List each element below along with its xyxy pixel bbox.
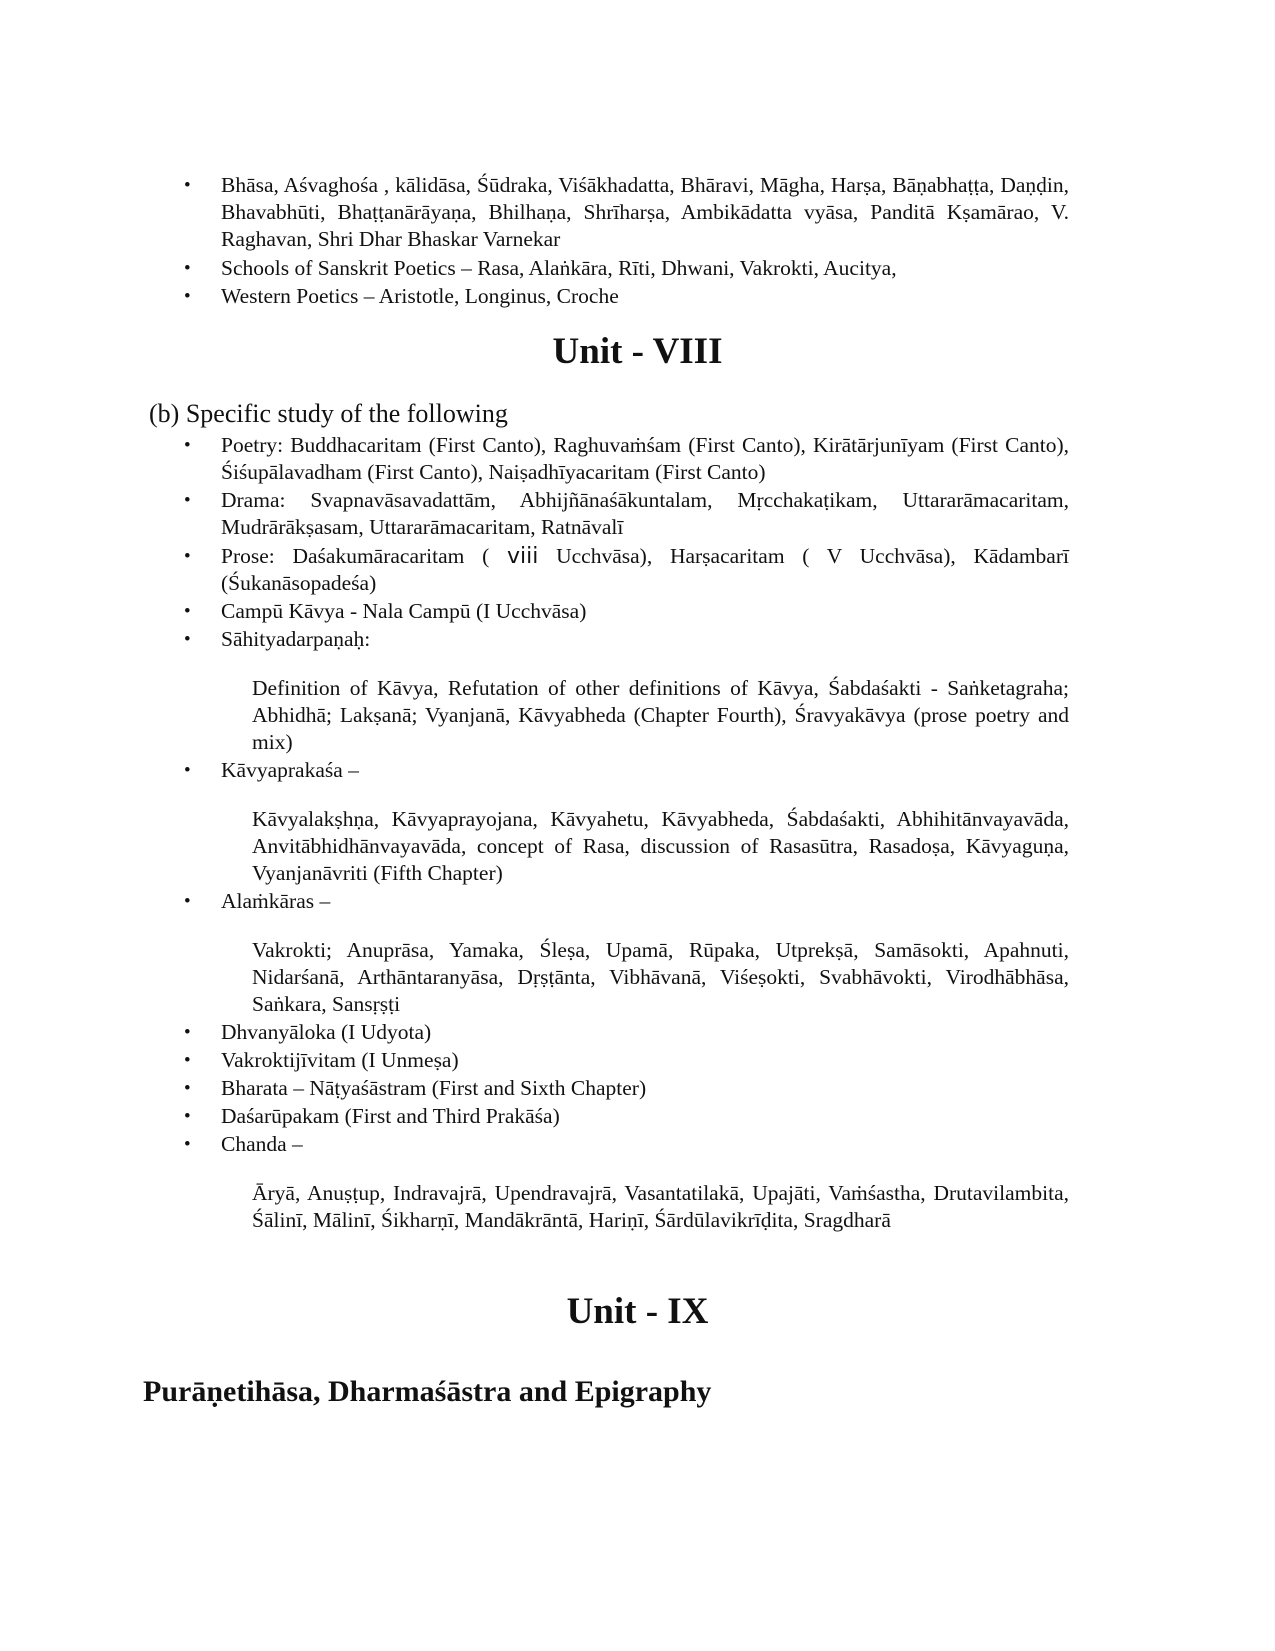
- list-item: [184, 626, 1069, 756]
- list-item: • Schools of Sanskrit Poetics – Rasa, Alaṅkāra, Rīti, Dhwani, Vakrokti, Aucitya,: [184, 255, 1069, 282]
- list-item-detail: Āryā, Anuṣṭup, Indravajrā, Upendravajrā, Vasantatilakā, Upajāti, Vaṁśastha, Drutavilambita, Śālinī, Mālinī, Śikharṇī, Mandākrāntā, Hariṇī, Śārdūlavikrīḍita, Sragdharā: [252, 1181, 1069, 1232]
- list-item: • Bhāsa, Aśvaghośa , kālidāsa, Śūdraka, Viśākhadatta, Bhāravi, Māgha, Harṣa, Bāṇabhaṭṭa, Daṇḍin, Bhavabhūti, Bhaṭṭanārāyaṇa, Bhilhaṇa, Shrīharṣa, Ambikādatta vyāsa, Panditā Kṣamārao, V. Raghavan, Shri Dhar Bhaskar Varnekar: [184, 172, 1069, 253]
- list-item: [184, 543, 1069, 597]
- unit-ix-heading: Unit - IX: [566, 1291, 709, 1332]
- list-item: [184, 1131, 1069, 1234]
- list-item: • Drama: Svapnavāsavadattām, Abhijñānaśākuntalam, Mṛcchakaṭikam, Uttararāmacaritam, Mudrārākṣasam, Uttararāmacaritam, Ratnāvalī: [184, 487, 1069, 541]
- list-item-label: • Sāhityadarpaṇaḥ:: [221, 627, 371, 651]
- list-item: • Poetry: Buddhacaritam (First Canto), Raghuvaṁśam (First Canto), Kirātārjunīyam (First Canto), Śiśupālavadham (First Canto), Naiṣadhīyacaritam (First Canto): [184, 432, 1069, 486]
- list-item: • Bharata – Nāṭyaśāstram (First and Sixth Chapter): [184, 1075, 1069, 1102]
- list-item: • Vakroktijīvitam (I Unmeṣa): [184, 1047, 1069, 1074]
- list-item-label: • Kāvyaprakaśa –: [221, 758, 359, 782]
- prose-text-a: Prose: Daśakumāracaritam (: [221, 544, 508, 568]
- unit-viii-heading: Unit - VIII: [552, 331, 723, 372]
- list-item: • Daśarūpakam (First and Third Prakāśa): [184, 1103, 1069, 1130]
- list-item-detail: Kāvyalakṣhṇa, Kāvyaprayojana, Kāvyahetu, Kāvyabheda, Śabdaśakti, Abhihitānvayavāda, Anvitābhidhānvayavāda, concept of Rasa, discussion of Rasasūtra, Rasadoṣa, Kāvyaguṇa, Vyanjanāvriti (Fifth Chapter): [252, 807, 1069, 885]
- section-title: Purāṇetihāsa, Dharmaśāstra and Epigraphy: [143, 1375, 712, 1408]
- list-item: [184, 757, 1069, 887]
- list-item-detail: Definition of Kāvya, Refutation of other definitions of Kāvya, Śabdaśakti - Saṅketagraha; Abhidhā; Lakṣanā; Vyanjanā, Kāvyabheda (Chapter Fourth), Śravyakāvya (prose poetry and mix): [252, 676, 1069, 754]
- list-item: • Campū Kāvya - Nala Campū (I Ucchvāsa): [184, 598, 1069, 625]
- list-item: • Dhvanyāloka (I Udyota): [184, 1019, 1069, 1046]
- list-item: • Western Poetics – Aristotle, Longinus, Croche: [184, 283, 1069, 310]
- list-item-label: • Chanda –: [221, 1132, 303, 1156]
- authors-poetics-list: [184, 172, 1069, 310]
- specific-study-list: [184, 432, 1069, 1234]
- list-item-label: • Alaṁkāras –: [221, 889, 331, 913]
- list-item-detail: Vakrokti; Anuprāsa, Yamaka, Śleṣa, Upamā, Rūpaka, Utprekṣā, Samāsokti, Apahnuti, Nidarśanā, Arthāntaranyāsa, Dṛṣṭānta, Vibhāvanā, Viśeṣokti, Svabhāvokti, Virodhābhāsa, Saṅkara, Sansṛṣṭi: [252, 938, 1069, 1016]
- list-item: [184, 888, 1069, 1018]
- prose-text-b: Ucchvāsa), Harṣacaritam ( V Ucchvāsa), Kādambarī (Śukanāsopadeśa): [221, 544, 1069, 595]
- specific-study-subheading: (b) Specific study of the following: [149, 399, 508, 428]
- prose-text-viii: viii: [507, 544, 539, 569]
